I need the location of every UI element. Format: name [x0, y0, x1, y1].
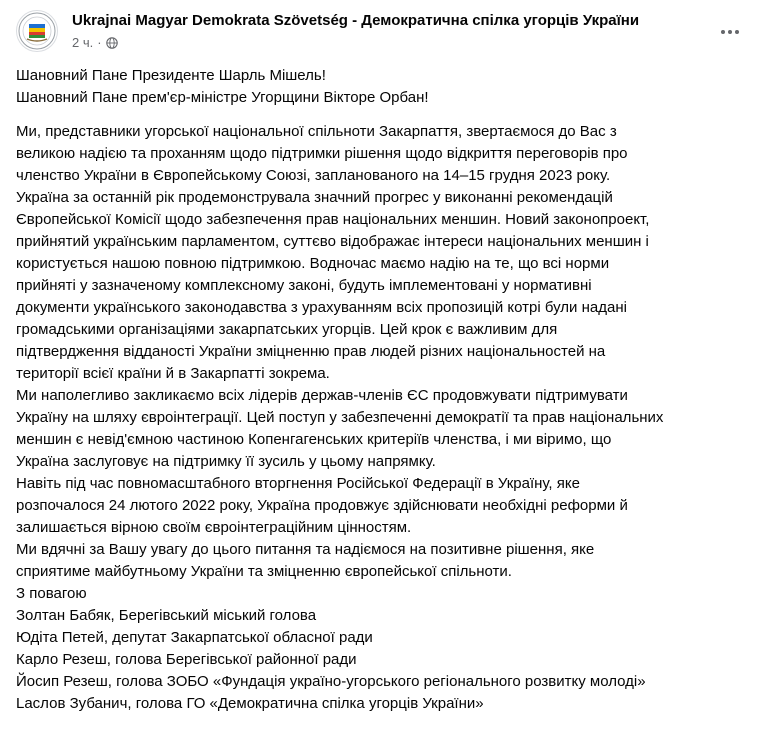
- text-line: документи українського законодавства з урахуванням всіх пропозицій котрі були надані: [16, 299, 627, 316]
- post-greeting: [16, 65, 746, 109]
- text-line: залишається вірною своїм євроінтеграційним цінностям.: [16, 519, 412, 536]
- post-text: [16, 121, 746, 715]
- sign-off: З повагою: [16, 585, 87, 602]
- text-line: Європейської Комісії щодо забезпечення прав національних меншин. Новий законопроект,: [16, 211, 650, 228]
- signatory: Йосип Резеш, голова ЗОБО «Фундація україно-угорського регіонального розвитку молоді»: [16, 673, 646, 690]
- text-line: прийнятий українським парламентом, суттєво відображає інтереси національних меншин і: [16, 233, 649, 250]
- post-body: [16, 65, 746, 715]
- text-line: Ми вдячні за Вашу увагу до цього питання та надіємося на позитивне рішення, яке: [16, 541, 595, 558]
- post-header: [16, 10, 750, 54]
- text-line: Україна заслуговує на підтримку її зусиль у цьому напрямку.: [16, 453, 436, 470]
- text-line: підтвердження відданості України зміцненню прав людей різних національностей на: [16, 343, 606, 360]
- globe-icon[interactable]: [106, 37, 118, 49]
- text-line: Україну на шляху євроінтеграції. Цей поступ у забезпеченні демократії та прав національних: [16, 409, 664, 426]
- text-line: великою надією та проханням щодо підтримки рішення щодо відкриття переговорів про: [16, 145, 628, 162]
- text-line: членство України в Європейському Союзі, запланованого на 14–15 грудня 2023 року.: [16, 167, 611, 184]
- text-line: території всієї країни й в Закарпатті зокрема.: [16, 365, 330, 382]
- text-line: Ми, представники угорської національної спільноти Закарпаття, звертаємося до Вас з: [16, 123, 617, 140]
- text-line: сприятиме майбутньому України та зміцненню європейської спільноти.: [16, 563, 512, 580]
- text-line: Ми наполегливо закликаємо всіх лідерів держав-членів ЄС продовжувати підтримувати: [16, 387, 628, 404]
- signatory: Юдіта Петей, депутат Закарпатської обласної ради: [16, 629, 373, 646]
- text-line: користується нашою повною підтримкою. Водночас маємо надію на те, що всі норми: [16, 255, 610, 272]
- signatory: Золтан Бабяк, Берегівський міський голова: [16, 607, 317, 624]
- text-line: прийняті у зазначеному комплексному законі, будуть імплементовані у нормативні: [16, 277, 592, 294]
- more-horizontal-icon: [720, 29, 740, 35]
- text-line: розпочалося 24 лютого 2022 року, Україна продовжує здійснювати необхідні реформи й: [16, 497, 628, 514]
- post-meta: [72, 35, 118, 50]
- organization-logo-icon: [17, 11, 57, 51]
- greeting-line: Шановний Пане Президенте Шарль Мішель!: [16, 67, 326, 84]
- meta-separator: ·: [97, 35, 102, 50]
- signatory: Laслов Зубанич, голова ГО «Демократична спілка угорців України»: [16, 695, 484, 712]
- more-options-button[interactable]: [714, 20, 746, 44]
- page-avatar[interactable]: [16, 10, 58, 52]
- post-timestamp[interactable]: 2 ч.: [72, 35, 94, 50]
- text-line: меншин є невід'ємною частиною Копенгагенських критеріїв членства, і ми віримо, що: [16, 431, 612, 448]
- page-name-link[interactable]: Ukrajnai Magyar Demokrata Szövetség - Демократична спілка угорців України: [72, 12, 640, 29]
- greeting-line: Шановний Пане прем'єр-міністре Угорщини Вікторе Орбан!: [16, 89, 429, 106]
- text-line: Україна за останній рік продемонструвала значний прогрес у виконанні рекомендацій: [16, 189, 613, 206]
- text-line: громадськими організаціями закарпатських угорців. Цей крок є важливим для: [16, 321, 558, 338]
- text-line: Навіть під час повномасштабного вторгнення Російської Федерації в Україну, яке: [16, 475, 580, 492]
- signatory: Карло Резеш, голова Берегівської районної ради: [16, 651, 357, 668]
